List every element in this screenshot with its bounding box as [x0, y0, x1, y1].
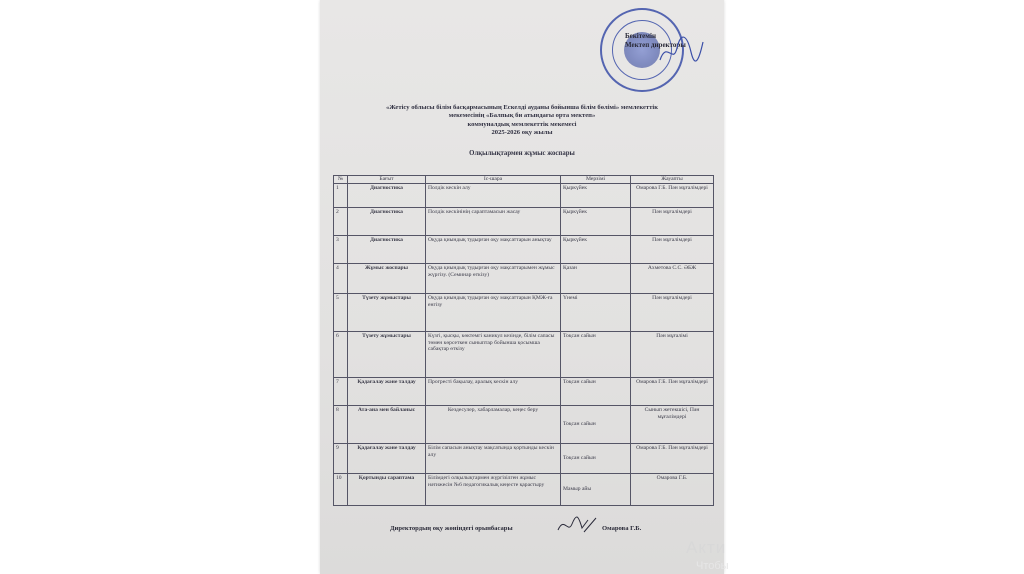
table-row: [334, 208, 714, 236]
header-line-3: коммуналдық мемлекеттік мекемесі: [467, 120, 577, 128]
document-subtitle: Олқылықтармен жұмыс жоспары: [469, 150, 575, 157]
row-number: 9: [334, 444, 348, 474]
row-term: Тоқсан сайын: [561, 444, 631, 474]
table-header-row: [334, 176, 714, 184]
row-responsible: Пән мұғалімі: [631, 332, 714, 378]
row-responsible: Омарова Г.Б.: [631, 474, 714, 506]
row-number: 8: [334, 406, 348, 444]
approval-signature: [655, 30, 705, 70]
row-term: Қыркүйек: [561, 236, 631, 264]
row-term: Қыркүйек: [561, 208, 631, 236]
row-direction: Қадағалау және талдау: [348, 444, 426, 474]
row-direction: Түзету жұмыстары: [348, 332, 426, 378]
activation-watermark-subtext: Чтобы: [696, 560, 729, 572]
header-line-4: 2025-2026 оқу жылы: [491, 129, 553, 137]
row-activity: Оқуда қиындық тудырған оқу мақсаттарымен жұмыс жүргізу. (Семинар өткізу): [426, 264, 561, 294]
row-responsible: Пән мұғалімдері: [631, 294, 714, 332]
work-plan-table: [333, 175, 714, 506]
row-activity: Полдік кескінінің сараптамасын жасау: [426, 208, 561, 236]
table-row: [334, 184, 714, 208]
activation-watermark: Акти: [686, 538, 727, 557]
row-activity: Білім сапасын анықтау мақсатында қортынды кескін алу: [426, 444, 561, 474]
table-row: [334, 474, 714, 506]
row-number: 3: [334, 236, 348, 264]
column-header-number: №: [334, 176, 348, 184]
row-activity: Оқуда қиындық тудырған оқу мақсаттарын анықтау: [426, 236, 561, 264]
table-row: [334, 406, 714, 444]
row-direction: Ата-ана мен байланыс: [348, 406, 426, 444]
row-term: Тоқсан сайын: [561, 332, 631, 378]
row-activity: Оқуда қиындық тудырған оқу мақсаттарын ҚМЖ-ға енгізу: [426, 294, 561, 332]
row-activity: Кездесулер, хабарламалар, кеңес беру: [426, 406, 561, 444]
row-direction: Диагностика: [348, 184, 426, 208]
row-term: Қазан: [561, 264, 631, 294]
approval-line-2: Мектеп директоры: [625, 41, 686, 49]
row-responsible: Омарова Г.Б. Пән мұғалімдері: [631, 444, 714, 474]
row-responsible: Пән мұғалімдері: [631, 208, 714, 236]
row-number: 5: [334, 294, 348, 332]
handwritten-signature: [554, 512, 598, 538]
table-row: [334, 264, 714, 294]
row-term: Мамыр айы: [561, 474, 631, 506]
row-activity: Күзгі, қысқы, көктемгі каникул кезінде, білім сапасы төмен көрсеткен сыныптар бойынша қосымша сабақтар өткізу: [426, 332, 561, 378]
row-responsible: Пән мұғалімдері: [631, 236, 714, 264]
row-activity: Прогресті бақылау, аралық кескін алу: [426, 378, 561, 406]
document-page: [320, 0, 727, 574]
footer-name: Омарова Г.Б.: [602, 525, 642, 532]
row-term: Тоқсан сайын: [561, 406, 631, 444]
table-row: [334, 444, 714, 474]
row-number: 7: [334, 378, 348, 406]
row-direction: Қадағалау және талдау: [348, 378, 426, 406]
row-responsible: Сынып жетекшісі, Пән мұғалімдері: [631, 406, 714, 444]
footer-position: Директордың оқу жөніндегі орынбасары: [390, 525, 513, 532]
row-responsible: Ахметова С.С. ӘБЖ: [631, 264, 714, 294]
column-header-responsible: Жауапты: [631, 176, 714, 184]
row-number: 4: [334, 264, 348, 294]
row-number: 2: [334, 208, 348, 236]
row-direction: Жұмыс жоспары: [348, 264, 426, 294]
document-header: [340, 104, 704, 138]
row-activity: Полдік кескін алу: [426, 184, 561, 208]
row-term: Үнемі: [561, 294, 631, 332]
table-row: [334, 236, 714, 264]
approval-line-1: Бекітемін: [625, 32, 657, 40]
row-term: Қыркүйек: [561, 184, 631, 208]
row-number: 10: [334, 474, 348, 506]
row-responsible: Омарова Г.Б. Пән мұғалімдері: [631, 184, 714, 208]
row-direction: Түзету жұмыстары: [348, 294, 426, 332]
row-term: Тоқсан сайын: [561, 378, 631, 406]
row-number: 1: [334, 184, 348, 208]
table-row: [334, 332, 714, 378]
row-direction: Диагностика: [348, 208, 426, 236]
column-header-direction: Бағыт: [348, 176, 426, 184]
row-responsible: Омарова Г.Б. Пән мұғалімдері: [631, 378, 714, 406]
row-direction: Диагностика: [348, 236, 426, 264]
column-header-term: Мерзімі: [561, 176, 631, 184]
table-row: [334, 294, 714, 332]
header-line-2: мекемесінің «Балпық би атындағы орта мектеп»: [448, 112, 596, 120]
header-line-1: «Жетісу облысы білім басқармасының Ескелді ауданы бойынша білім бөлімі» мемлекеттік: [385, 104, 659, 111]
row-activity: Білімдегі олқылықтармен жүргізілген жұмыс нәтижесін №6 педагогикалық кеңесте қарастыру: [426, 474, 561, 506]
row-number: 6: [334, 332, 348, 378]
table-row: [334, 378, 714, 406]
column-header-activity: Іс-шара: [426, 176, 561, 184]
row-direction: Қортынды сараптама: [348, 474, 426, 506]
